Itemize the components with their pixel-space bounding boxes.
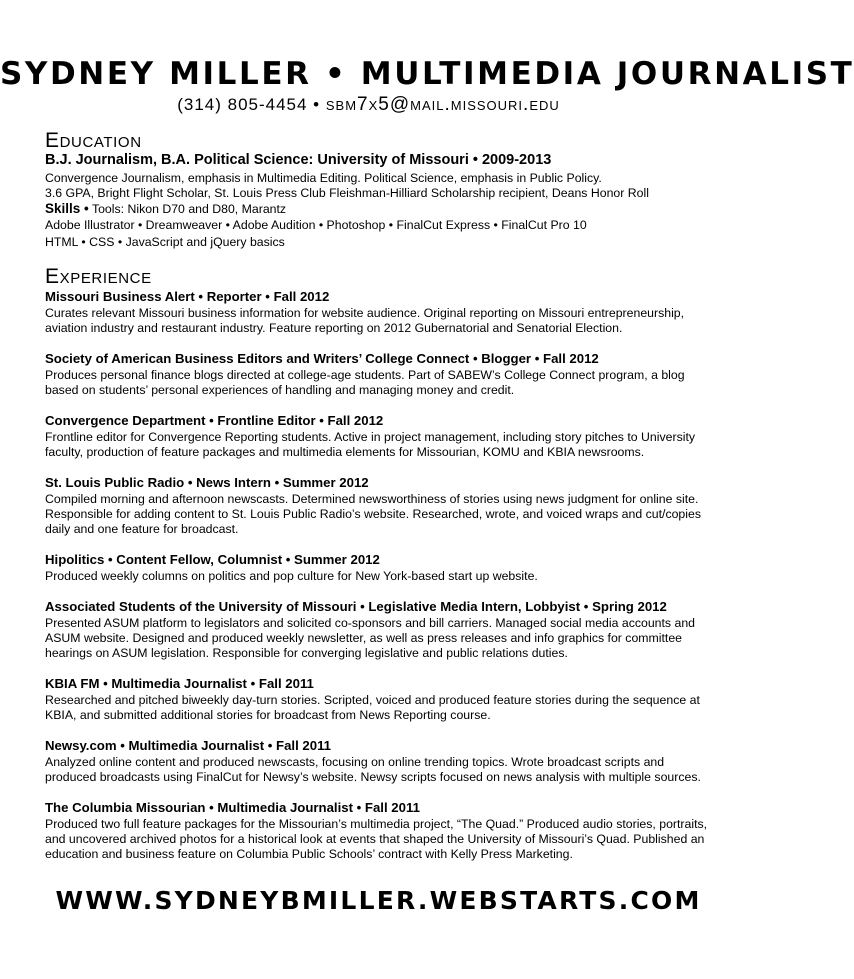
job-description [45,430,735,460]
phone-number: (314) 805-4454 • [177,95,321,114]
job-description-line: aviation industry and restaurant industry. Feature reporting on 2012 Gubernatorial and Senatorial Election. [45,321,623,336]
job-description-line: Produced weekly columns on politics and pop culture for New York-based start up website. [45,569,538,583]
job-description-line: Produces personal finance blogs directed at college-age students. Part of SABEW’s College Connect program, a blog [45,368,685,382]
experience-entry [45,288,735,336]
job-title: Missouri Business Alert • Reporter • Fall 2012 [45,289,330,304]
skills-line-1 [45,201,286,217]
job-title: Convergence Department • Frontline Editor • Fall 2012 [45,413,384,428]
skills-label: Skills • [45,201,89,216]
job-description-line: and uncovered archived photos for a historical look at events that shaped the University of Missouri’s Quad. Published an [45,832,705,847]
job-description-line: Frontline editor for Convergence Reporting students. Active in project management, including story pitches to University [45,430,696,444]
job-title: Associated Students of the University of Missouri • Legislative Media Intern, Lobbyist • Spring 2012 [45,599,667,614]
experience-heading: Experience [45,265,152,288]
job-title: Newsy.com • Multimedia Journalist • Fall 2011 [45,738,332,753]
job-title: Society of American Business Editors and Writers’ College Connect • Blogger • Fall 2012 [45,351,599,366]
experience-entry [45,675,735,723]
job-title: St. Louis Public Radio • News Intern • Summer 2012 [45,475,369,490]
skills-tools: Tools: Nikon D70 and D80, Marantz [88,202,287,216]
experience-entry [45,551,735,584]
job-description [45,817,735,863]
job-description-line: faculty, production of feature packages and multimedia elements for Missourian, KOMU and KBIA newsrooms. [45,445,645,460]
job-description-line: hearings on ASUM legislation. Responsible for converging legislative and public relations duties. [45,646,568,661]
job-description-line: ASUM website. Designed and produced weekly newsletter, as well as press releases and info graphics for committee [45,631,683,646]
job-title: The Columbia Missourian • Multimedia Journalist • Fall 2011 [45,800,420,815]
job-description-line: produced broadcasts using FinalCut for Newsy’s website. Newsy scripts focused on news analysis with multiple sources. [45,770,701,785]
job-description [45,693,735,723]
skills-line-3: HTML • CSS • JavaScript and jQuery basics [45,235,285,249]
job-description [45,306,735,336]
education-line-1: Convergence Journalism, emphasis in Multimedia Editing. Political Science, emphasis in Public Policy. [45,171,602,185]
job-description-line: Compiled morning and afternoon newscasts. Determined newsworthiness of stories using news judgment for online site. [45,492,699,506]
experience-entry [45,412,735,460]
job-description-line: KBIA, and submitted additional stories for broadcast from News Reporting course. [45,708,491,723]
job-title: KBIA FM • Multimedia Journalist • Fall 2011 [45,676,314,691]
job-description-line: Responsible for adding content to St. Louis Public Radio’s website. Researched, wrote, and voiced wraps and cut/copies [45,507,701,522]
job-description [45,616,735,662]
job-description [45,755,735,785]
job-description-line: based on students’ personal experiences of handling and managing money and credit. [45,383,515,398]
job-description [45,492,735,538]
job-description [45,368,735,398]
education-heading: Education [45,129,142,152]
job-description-line: education and business feature on Columbia Public Schools’ contract with Kelly Press Marketing. [45,847,573,862]
job-description-line: Researched and pitched biweekly day-turn stories. Scripted, voiced and produced feature stories during the sequence at [45,693,700,707]
website-url[interactable]: WWW.SYDNEYBMILLER.WEBSTARTS.COM [55,886,702,915]
email-address[interactable]: sbm7x5@mail.missouri.edu [325,94,560,115]
job-title: Hipolitics • Content Fellow, Columnist • Summer 2012 [45,552,380,567]
experience-entry [45,474,735,538]
job-description-line: Curates relevant Missouri business information for website audience. Original reporting on Missouri entrepreneurship, [45,306,685,320]
job-description-line: Produced two full feature packages for the Missourian’s multimedia project, “The Quad.” Produced audio stories, portraits, [45,817,708,831]
job-description-line: daily and one feature for broadcast. [45,522,239,537]
contact-line [0,94,737,116]
job-description [45,569,735,584]
experience-entry [45,737,735,785]
education-line-2: 3.6 GPA, Bright Flight Scholar, St. Louis Press Club Fleishman-Hilliard Scholarship recipient, Deans Honor Roll [45,186,649,200]
experience-entry [45,350,735,398]
job-description-line: Analyzed online content and produced newscasts, focusing on online trending topics. Wrote broadcast scripts and [45,755,665,769]
experience-entry [45,598,735,662]
job-description-line: Presented ASUM platform to legislators and solicited co-sponsors and bill carriers. Managed social media accounts and [45,616,696,630]
degree-line: B.J. Journalism, B.A. Political Science: University of Missouri • 2009-2013 [45,152,552,168]
name-title: SYDNEY MILLER • MULTIMEDIA JOURNALIST [0,56,854,92]
skills-line-2: Adobe Illustrator • Dreamweaver • Adobe Audition • Photoshop • FinalCut Express • FinalCut Pro 10 [45,218,587,232]
experience-entry [45,799,735,863]
